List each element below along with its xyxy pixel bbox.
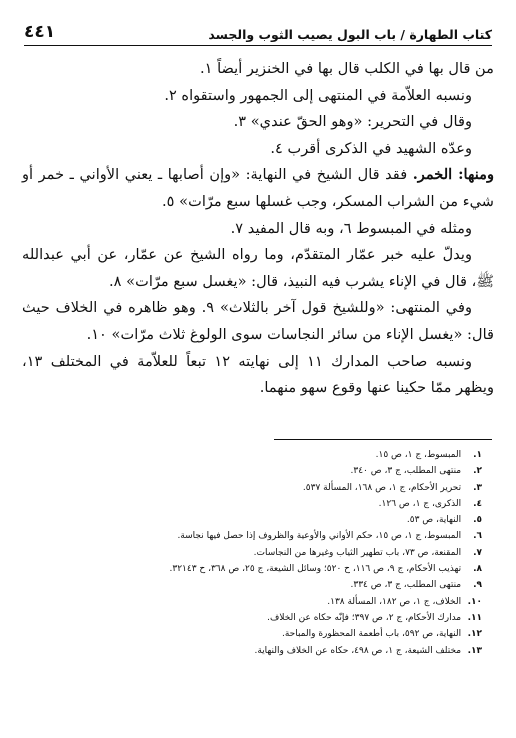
paragraph: وعدّه الشهيد في الذكرى أقرب ٤. — [270, 139, 472, 157]
footnote: ٤. الذكرى، ج ١، ص ١٢٦. — [378, 498, 482, 509]
footnote: ٩. منتهى المطلب، ج ٣، ص ٣٣٤. — [350, 580, 482, 591]
page-number: ٤٤١ — [24, 22, 56, 42]
header-rule — [24, 45, 492, 46]
footnote: ٥. النهاية، ص ٥٣. — [406, 515, 482, 526]
running-title: كتاب الطهارة / باب البول يصيب الثوب والجسد — [208, 27, 492, 42]
footnote: ٨. تهذيب الأحكام، ج ٩، ص ١١٦، ح ٥٢٠؛ وسائل الشيعة، ج ٢٥، ص ٣٦٨، ح ٣٢١٤٣. — [169, 564, 482, 575]
footnotes — [24, 447, 492, 659]
paragraph: وقال في التحرير: «وهو الحقّ عندي» ٣. — [233, 113, 472, 131]
paragraph: ويدلّ عليه خبر عمّار المتقدّم، وما رواه الشيخ عن عمّار، عن أبي عبدالله ﷺ، قال في الإناء يشرب فيه النبيذ، قال: «يغسل سبع مرّات» ٨. — [22, 246, 494, 290]
paragraph: ونسبه صاحب المدارك ١١ إلى نهايته ١٢ تبعاً للعلاّمة في المختلف ١٣، ويظهر ممّا حكينا عنها وقوع سهو منهما. — [22, 352, 494, 397]
paragraph-text: فقد قال الشيخ في النهاية: «وإن أصابها ـ يعني الأواني ـ خمر أو شيء من الشراب المسكر، وجب غسلها سبع مرّات» ٥. — [22, 166, 494, 210]
footnote: ١٢. النهاية، ص ٥٩٢، باب أطعمة المحظورة والمباحة. — [281, 629, 482, 640]
page-header — [24, 18, 492, 42]
footnote: ١٣. مختلف الشيعة، ج ١، ص ٤٩٨، حكاه عن الخلاف والنهاية. — [254, 645, 482, 656]
footnote: ٦. المبسوط، ج ١، ص ١٥، حكم الأواني والأوعية والظروف إذا حصل فيها نجاسة. — [177, 531, 482, 542]
footnote: ٢. منتهى المطلب، ج ٣، ص ٣٤٠. — [350, 466, 482, 477]
footnote-separator — [274, 439, 492, 440]
main-text — [22, 56, 494, 402]
paragraph: وفي المنتهى: «وللشيخ قول آخر بالثلاث» ٩. وهو ظاهره في الخلاف حيث قال: «يغسل الإناء من سائر النجاسات سوى الولوغ ثلاث مرّات» ١٠. — [22, 299, 494, 343]
footnote: ١. المبسوط، ج ١، ص ١٥. — [375, 450, 482, 460]
footnote: ١٠. الخلاف، ج ١، ص ١٨٢، المسألة ١٣٨. — [327, 596, 482, 607]
paragraph: من قال بها في الكلب قال بها في الخنزير أيضاً ١. — [199, 60, 494, 77]
paragraph: ومثله في المبسوط ٦، وبه قال المفيد ٧. — [230, 219, 472, 237]
footnote: ٣. تحرير الأحكام، ج ١، ص ١٦٨، المسألة ٥٣٧. — [302, 482, 482, 493]
paragraph: ونسبه العلاّمة في المنتهى إلى الجمهور واستقواه ٢. — [164, 86, 472, 104]
footnote: ٧. المقنعة، ص ٧٣، باب تطهير الثياب وغيرها من النجاسات. — [253, 547, 482, 558]
section-label: ومنها: الخمر. — [412, 166, 494, 184]
paragraph — [22, 162, 494, 215]
footnote: ١١. مدارك الأحكام، ج ٢، ص ٣٩٧؛ فإنّه حكاه عن الخلاف. — [267, 612, 482, 623]
